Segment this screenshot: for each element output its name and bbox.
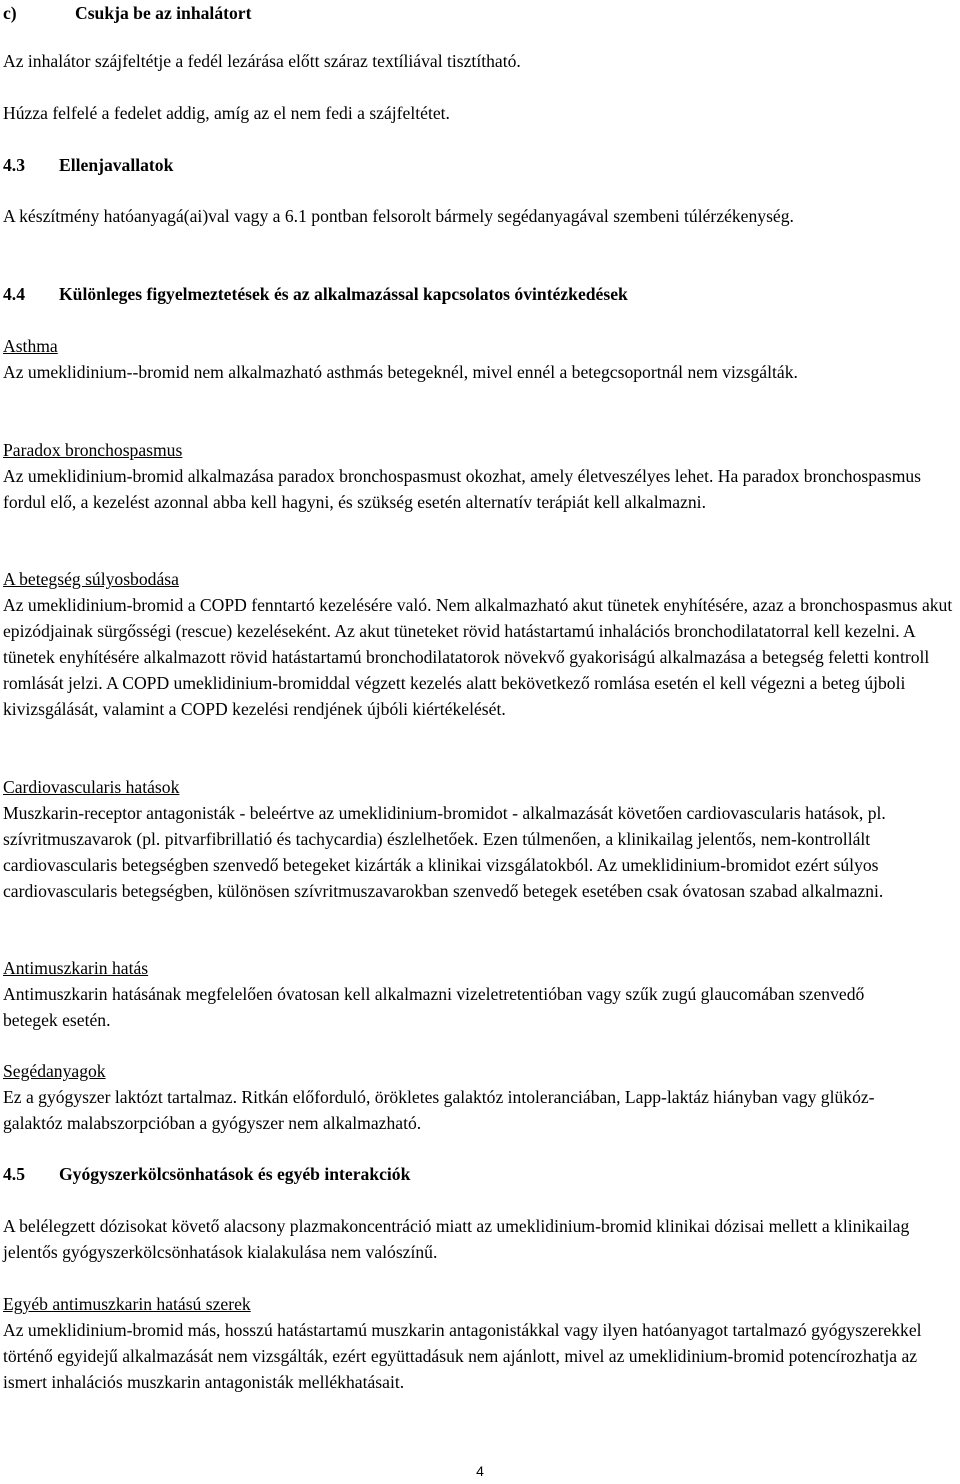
paradox-text: Az umeklidinium-bromid alkalmazása paradox bronchospasmust okozhat, amely életveszélyes lehet. Ha paradox bronchospasmus fordul elő, a kezelést azonnal abba kell hagyni, és szükség esetén alternatív terápiát kell alkalmazni.: [3, 466, 922, 512]
page-number: 4: [476, 1463, 484, 1479]
cardio-section: [3, 774, 957, 904]
worsening-section: [3, 566, 957, 722]
antimuscarinic-title: Antimuszkarin hatás: [3, 958, 149, 978]
paradox-title: Paradox bronchospasmus: [3, 440, 183, 460]
section-4-3-number: 4.3: [3, 155, 25, 175]
other-antimuscarinic-title: Egyéb antimuszkarin hatású szerek: [3, 1294, 251, 1314]
cardio-text: Muszkarin-receptor antagonisták - beleértve az umeklidinium-bromidot - alkalmazását követően cardiovascularis hatások, pl. szívritmuszavarok (pl. pitvarfibrillatió és tachycardia) észlelhetőek. Ezen túlmenően, a klinikailag jelentős, nem-kontrollált cardiovascularis betegségben szenvedő betegeket kizárták a klinikai vizsgálatokból. Az umeklidinium-bromidot ezért súlyos cardiovascularis betegségben, különösen szívritmuszavarokban szenvedő betegek esetében csak óvatosan szabad alkalmazni.: [3, 803, 886, 901]
section-4-4-title: Különleges figyelmeztetések és az alkalmazással kapcsolatos óvintézkedések: [59, 284, 628, 304]
antimuscarinic-text: Antimuszkarin hatásának megfelelően óvatosan kell alkalmazni vizeletretentióban vagy szűk zugú glaucomában szenvedő betegek esetén.: [3, 984, 865, 1030]
excipients-title: Segédanyagok: [3, 1061, 106, 1081]
section-4-5-number: 4.5: [3, 1164, 25, 1184]
paradox-section: [3, 437, 957, 515]
other-antimuscarinic-section: [3, 1291, 957, 1395]
section-c-paragraph-1: Az inhalátor szájfeltétje a fedél lezárása előtt száraz textíliával tisztítható.: [3, 51, 521, 71]
worsening-text: Az umeklidinium-bromid a COPD fenntartó kezelésére való. Nem alkalmazható akut tünetek enyhítésére, azaz a bronchospasmus akut epizódjainak sürgősségi (rescue) kezeléseként. Az akut tüneteket rövid hatástartamú inhalációs bronchodilatatorral kell kezelni. A tünetek enyhítésére alkalmazott rövid hatástartamú bronchodilatatorok növekvő gyakoriságú alkalmazása a betegség feletti kontroll romlását jelzi. A COPD umeklidinium-bromiddal végzett kezelés alatt bekövetkező romlása esetén el kell végezni a beteg újboli kivizsgálását, valamint a COPD kezelési rendjének újbóli kiértékelését.: [3, 595, 953, 719]
antimuscarinic-section: [3, 955, 957, 1033]
worsening-title: A betegség súlyosbodása: [3, 569, 179, 589]
section-4-3-text: A készítmény hatóanyagá(ai)val vagy a 6.1 pontban felsorolt bármely segédanyagával szembeni túlérzékenység.: [3, 206, 794, 226]
asthma-text: Az umeklidinium--bromid nem alkalmazható asthmás betegeknél, mivel ennél a betegcsoportnál nem vizsgálták.: [3, 362, 798, 382]
section-c-title: Csukja be az inhalátort: [75, 3, 252, 23]
section-c-paragraph-2: Húzza felfelé a fedelet addig, amíg az el nem fedi a szájfeltétet.: [3, 103, 450, 123]
section-4-5-title: Gyógyszerkölcsönhatások és egyéb interakciók: [59, 1164, 411, 1184]
other-antimuscarinic-text: Az umeklidinium-bromid más, hosszú hatástartamú muszkarin antagonistákkal vagy ilyen hatóanyagot tartalmazó gyógyszerekkel történő egyidejű alkalmazását nem vizsgálták, ezért együttadásuk nem ajánlott, mivel az umeklidinium-bromid potencírozhatja az ismert inhalációs muszkarin antagonisták mellékhatásait.: [3, 1320, 922, 1392]
excipients-text: Ez a gyógyszer laktózt tartalmaz. Ritkán előforduló, örökletes galaktóz intoleranciában, Lapp-laktáz hiányban vagy glükóz-galaktóz malabszorpcióban a gyógyszer nem alkalmazható.: [3, 1087, 875, 1133]
excipients-section: [3, 1058, 957, 1136]
section-4-4-number: 4.4: [3, 284, 25, 304]
section-4-5-heading: [3, 1161, 957, 1187]
asthma-title: Asthma: [3, 336, 58, 356]
section-4-3-heading: [3, 152, 957, 178]
section-4-5-text: A belélegzett dózisokat követő alacsony plazmakoncentráció miatt az umeklidinium-bromid klinikai dózisai mellett a klinikailag jelentős gyógyszerkölcsönhatások kialakulása nem valószínű.: [3, 1216, 910, 1262]
section-4-3-title: Ellenjavallatok: [59, 155, 174, 175]
section-c-heading: [3, 0, 957, 26]
section-c-number: c): [3, 3, 17, 23]
asthma-section: [3, 333, 957, 385]
cardio-title: Cardiovascularis hatások: [3, 777, 180, 797]
section-4-4-heading: [3, 281, 957, 307]
